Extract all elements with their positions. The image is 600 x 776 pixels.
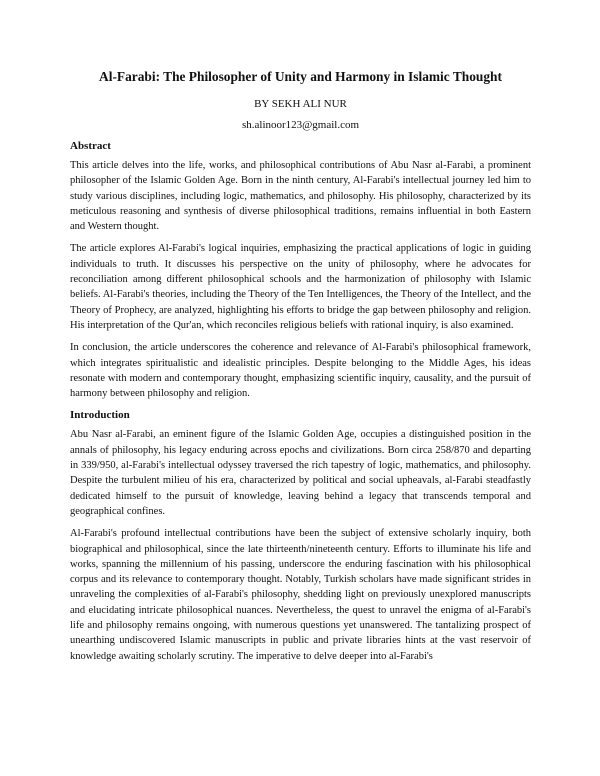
introduction-paragraph: Abu Nasr al-Farabi, an eminent figure of the Islamic Golden Age, occupies a distinguished position in the annals of philosophy, his legacy enduring across epochs and civilizations. Born circa 258/870 and departing in 339/950, al-Farabi's intellectual odyssey traversed the rich tapestry of logic, mathematics, and philosophy. Despite the turbulent milieu of his era, characterized by political and social upheavals, al-Farabi steadfastly dedicated himself to the pursuit of knowledge, leaving behind a legacy that transcends temporal and geographical confines. <box>70 429 531 517</box>
author-byline: BY SEKH ALI NUR <box>254 98 347 110</box>
abstract-paragraph: In conclusion, the article underscores the coherence and relevance of Al-Farabi's philosophical framework, which integrates spiritualistic and idealistic principles. Despite belonging to the Middle Ages, his ideas resonate with modern and contemporary thought, emphasizing scientific inquiry, causality, and the pursuit of harmony between philosophy and religion. <box>70 342 531 400</box>
document-title: Al-Farabi: The Philosopher of Unity and Harmony in Islamic Thought <box>99 69 502 84</box>
abstract-paragraph: This article delves into the life, works, and philosophical contributions of Abu Nasr al-Farabi, a prominent philosopher of the Islamic Golden Age. Born in the ninth century, Al-Farabi's intellectual journey led him to study various disciplines, including logic, mathematics, and philosophy. His philosophy, characterized by its meticulous reasoning and synthesis of diverse philosophical traditions, remains influential in both Eastern and Western thought. <box>70 160 531 233</box>
introduction-paragraph: Al-Farabi's profound intellectual contributions have been the subject of extensive scholarly inquiry, both biographical and philosophical, since the late thirteenth/nineteenth century. Efforts to illuminate his life and works, spanning the millennium of his passing, underscore the enduring fascination with his philosophical corpus and its relevance to contemporary thought. Notably, Turkish scholars have made significant strides in unraveling the complexities of al-Farabi's philosophy, shedding light on previously unexplored manuscripts and elucidating intricate philosophical nuances. Nevertheless, the quest to unravel the enigma of al-Farabi's life and philosophy remains ongoing, with numerous questions yet unanswered. The tantalizing prospect of unearthing undiscovered Islamic manuscripts in public and private libraries hints at the vast reservoir of knowledge awaiting scholarly scrutiny. The imperative to delve deeper into al-Farabi's <box>70 528 531 662</box>
introduction-heading: Introduction <box>70 409 130 422</box>
abstract-heading: Abstract <box>70 140 111 152</box>
document-page <box>70 68 531 664</box>
abstract-paragraph: The article explores Al-Farabi's logical inquiries, emphasizing the practical applications of logic in guiding individuals to truth. It discusses his perspective on the unity of philosophy, where he advocates for reconciliation among different philosophical schools and the harmonization of philosophy with Islamic beliefs. Al-Farabi's theories, including the Theory of the Ten Intelligences, the Theory of the Intellect, and the Theory of Prophecy, are analyzed, highlighting his efforts to bridge the gap between philosophy and religion. His interpretation of the Qur'an, which reconciles religious beliefs with rational inquiry, is also examined. <box>70 243 531 331</box>
author-email: sh.alinoor123@gmail.com <box>241 119 360 131</box>
